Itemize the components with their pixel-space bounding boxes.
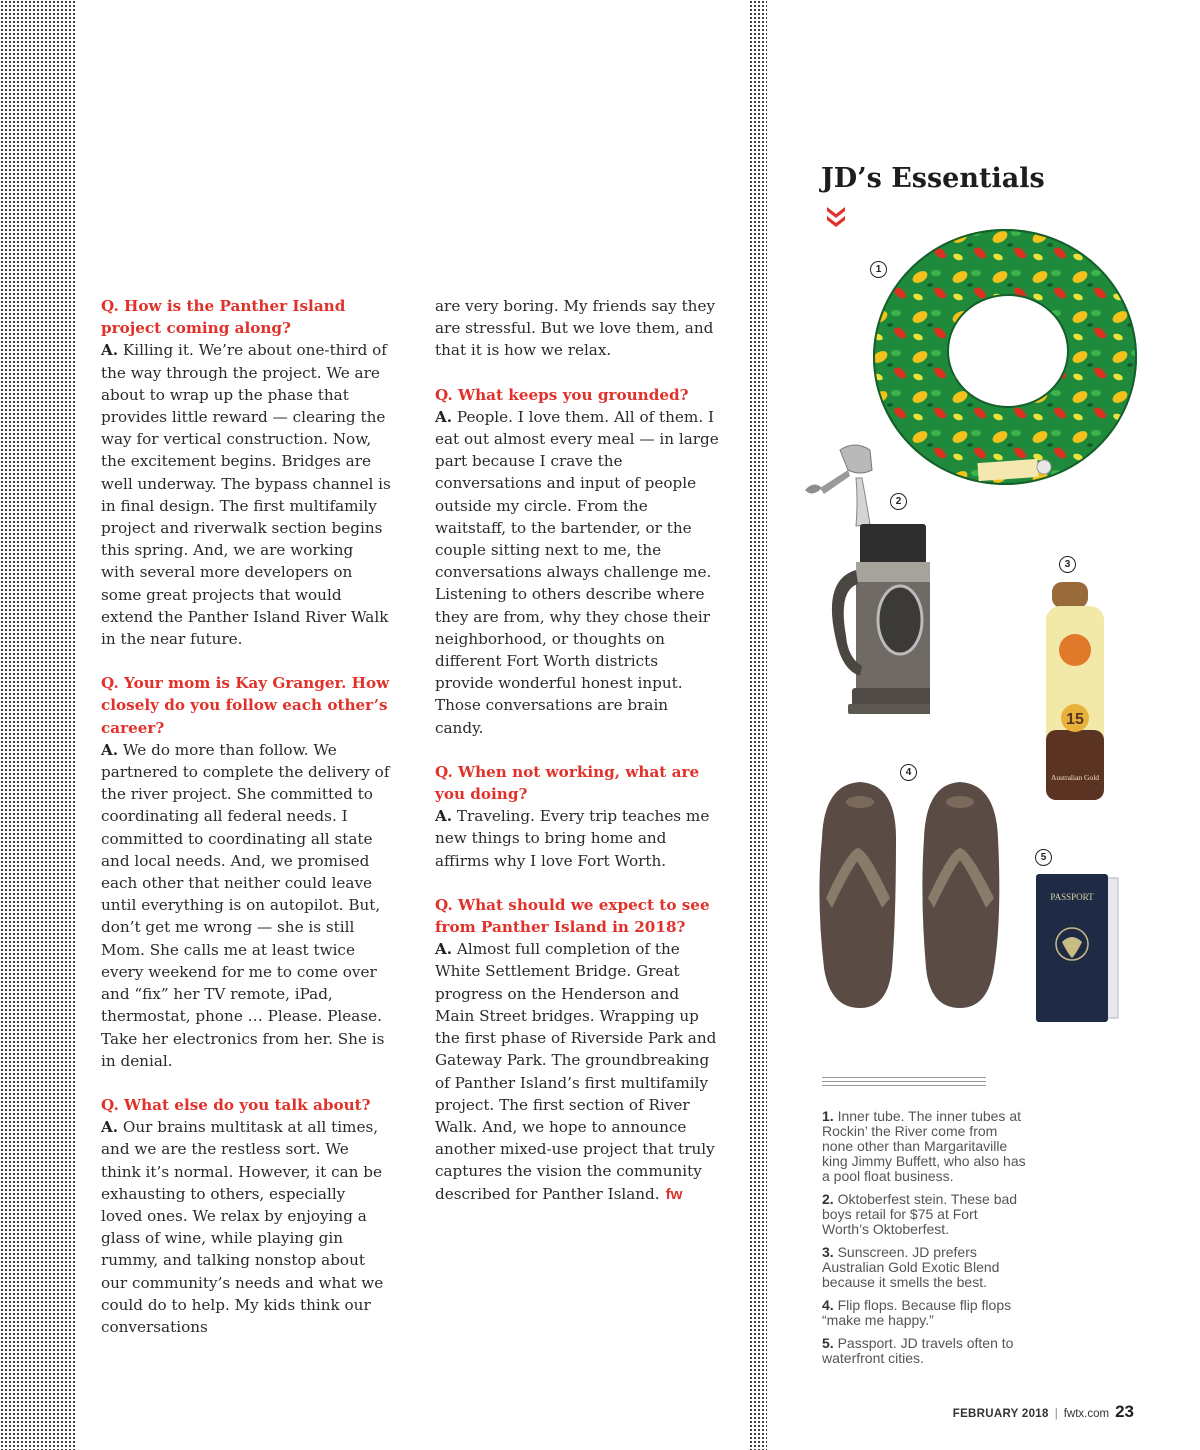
answer-label: A. (101, 341, 119, 360)
flip-flops-image (810, 778, 1010, 1014)
marker-5: 5 (1035, 849, 1052, 866)
caption-item (822, 1192, 1027, 1237)
caption-rule (822, 1081, 986, 1082)
caption-item (822, 1109, 1027, 1184)
answer (435, 805, 720, 872)
footer-month: FEBRUARY 2018 (952, 1408, 1049, 1420)
caption-number: 5. (822, 1335, 834, 1351)
caption-number: 4. (822, 1297, 834, 1313)
marker-2: 2 (890, 493, 907, 510)
sunscreen-image (1040, 580, 1110, 802)
question: Q. What keeps you grounded? (435, 385, 689, 404)
sunscreen-brand: Australian Gold (1050, 773, 1100, 782)
caption-item (822, 1245, 1027, 1290)
answer-label: A. (435, 407, 453, 426)
answer-label: A. (435, 940, 453, 959)
oktoberfest-stein-image (800, 440, 930, 730)
caption-item (822, 1336, 1027, 1366)
answer-text: We do more than follow. We partnered to complete the delivery of the river project. She committed to coordinating all federal needs. I committed to coordinating all state and local needs. And, we promised each other that neither could leave until everything is on autopilot. But, don’t get me wrong — she is still Mom. She calls me at least twice every weekend for me to come over and “fix” her TV remote, iPad, thermostat, phone … Please. Please. Take her electronics from her. She is in denial. (101, 740, 390, 1070)
caption-number: 2. (822, 1191, 834, 1207)
answer-text: Almost full completion of the White Settlement Bridge. Great progress on the Henderson and Main Street bridges. Wrapping up the first phase of Riverside Park and Gateway Park. The groundbreaking of Panther Island’s first multifamily project. The first section of River Walk. And, we hope to announce another mixed-use project that truly captures the vision the community described for Panther Island. (435, 940, 717, 1203)
end-mark: fw (665, 1185, 683, 1203)
question: Q. What should we expect to see from Panther Island in 2018? (435, 895, 710, 937)
question: Q. What else do you talk about? (101, 1095, 371, 1114)
caption-text: Sunscreen. JD prefers Australian Gold Exotic Blend because it smells the best. (822, 1244, 1000, 1290)
article-column-2 (435, 295, 720, 1206)
sunscreen-spf: 15 (1066, 711, 1084, 728)
continued-text: are very boring. My friends say they are stressful. But we love them, and that it is how we relax. (435, 297, 716, 360)
answer-label: A. (435, 807, 453, 826)
answer-text: Our brains multitask at all times, and we are the restless sort. We think it’s normal. However, it can be exhausting to others, especially loved ones. We relax by enjoying a glass of wine, while playing gin rummy, and talking nonstop about our community’s needs and what we could do to help. My kids think our conversations (101, 1118, 384, 1336)
caption-text: Flip flops. Because flip flops “make me happy.” (822, 1297, 1012, 1328)
page-footer: FEBRUARY 2018 | fwtx.com 23 (952, 1402, 1134, 1421)
question: Q. When not working, what are you doing? (435, 762, 700, 804)
caption-item (822, 1298, 1027, 1328)
answer-text: Killing it. We’re about one-third of the way through the project. We are about to wrap up the phase that provides little reward — clearing the way for vertical construction. Now, the excitement begins. Bridges are well underway. The bypass channel is in final design. The first multifamily project and riverwalk section begins this spring. And, we are working with several more developers on some great projects that would extend the Panther Island River Walk in the near future. (101, 341, 391, 649)
caption-text: Oktoberfest stein. These bad boys retail for $75 at Fort Worth’s Oktoberfest. (822, 1191, 1018, 1237)
answer-text: People. I love them. All of them. I eat out almost every meal — in large part because I crave the conversations and input of people outside my circle. From the waitstaff, to the bartender, or the couple sitting next to me, the conversations always challenge me. Listening to others describe where they are from, why they chose their neighborhood, or thoughts on different Fort Worth districts provide wonderful honest input. Those conversations are brain candy. (435, 407, 719, 737)
double-chevron-down-icon (825, 205, 847, 229)
halftone-divider (749, 0, 767, 1450)
answer (435, 406, 720, 739)
answer (101, 739, 391, 1072)
caption-text: Passport. JD travels often to waterfront cities. (822, 1335, 1014, 1366)
captions (822, 1109, 1027, 1374)
passport-image (1032, 872, 1122, 1024)
sidebar-title: JD’s Essentials (821, 163, 1045, 194)
caption-rule (822, 1077, 986, 1078)
marker-4: 4 (900, 764, 917, 781)
footer-site: fwtx.com (1063, 1408, 1110, 1420)
question: Q. How is the Panther Island project coming along? (101, 297, 346, 338)
caption-rule (822, 1085, 986, 1086)
answer-label: A. (101, 740, 119, 759)
caption-number: 1. (822, 1108, 834, 1124)
answer-label: A. (101, 1118, 119, 1137)
article-column-1 (101, 295, 391, 1338)
caption-number: 3. (822, 1244, 834, 1260)
answer-text: Traveling. Every trip teaches me new things to bring home and affirms why I love Fort Worth. (435, 807, 710, 870)
answer (435, 938, 720, 1205)
halftone-border-left (0, 0, 76, 1450)
marker-3: 3 (1059, 556, 1076, 573)
answer (101, 1116, 391, 1338)
answer (101, 339, 391, 650)
question: Q. Your mom is Kay Granger. How closely do you follow each other’s career? (101, 674, 390, 737)
caption-text: Inner tube. The inner tubes at Rockin’ the River come from none other than Margaritaville king Jimmy Buffett, who also has a pool float business. (822, 1108, 1026, 1184)
passport-word: PASSPORT (1050, 892, 1094, 902)
page-number: 23 (1115, 1402, 1134, 1421)
